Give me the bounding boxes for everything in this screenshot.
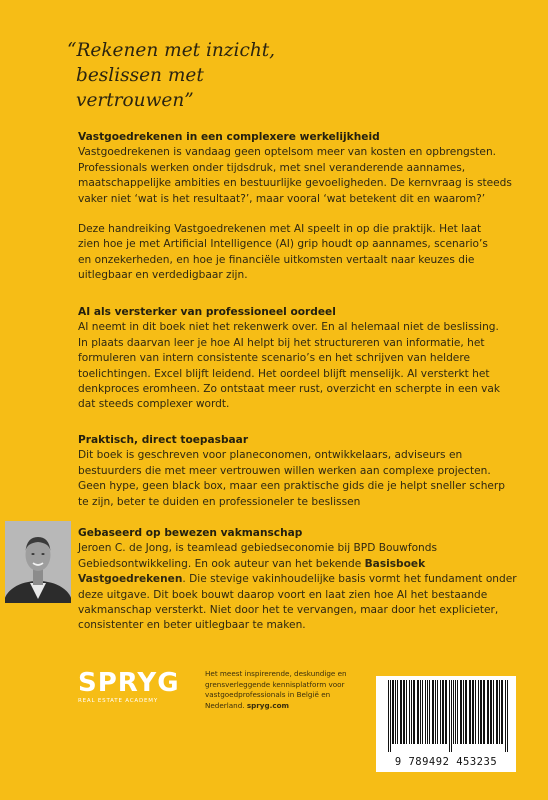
paragraph <box>78 541 517 633</box>
text-line: Jeroen C. de Jong, is teamlead gebiedseconomie bij BPD Bouwfonds <box>78 542 438 555</box>
quote-line: beslissen met <box>76 65 204 86</box>
text-fragment: Gebiedsontwikkeling. En ook auteur van het bekende <box>78 557 362 570</box>
paragraph <box>78 448 506 510</box>
text-fragment: Nederland. <box>205 700 247 710</box>
paragraph <box>78 145 512 207</box>
text-line: Professionals werken onder tijdsdruk, met snel veranderende aannames, <box>78 161 466 174</box>
quote-line: “Rekenen met inzicht, <box>67 40 276 61</box>
text-line: vaker niet ‘wat is het resultaat?’, maar vooral ‘wat betekent dit en waarom?’ <box>78 192 486 205</box>
section-heading: Praktisch, direct toepasbaar <box>78 434 249 446</box>
quote-line: vertrouwen” <box>76 90 194 111</box>
text-line: dat steeds complexer wordt. <box>78 398 230 411</box>
logo-wordmark: SPRYG <box>78 668 180 698</box>
barcode-bars <box>376 680 516 760</box>
section-context <box>78 130 512 284</box>
text-line: Vastgoedrekenen is vandaag geen optelsom meer van kosten en opbrengsten. <box>78 146 497 159</box>
section-author <box>78 526 517 634</box>
text-line: te zijn, beter te duiden en professioneler te beslissen <box>78 495 361 508</box>
text-line: consistenter en beter uitlegbaar te maken. <box>78 619 306 632</box>
text-line <box>205 701 365 712</box>
text-line: Deze handreiking Vastgoedrekenen met AI speelt in op die praktijk. Het laat <box>78 223 482 236</box>
text-line: formuleren van intern consistente scenario’s en het schrijven van heldere <box>78 352 470 365</box>
text-line: Dit boek is geschreven voor planeconomen, ontwikkelaars, adviseurs en <box>78 449 463 462</box>
text-line: denkproces eromheen. Zo ontstaat meer rust, overzicht en scherpte in een vak <box>78 383 500 396</box>
publisher-link[interactable]: spryg.com <box>246 700 290 710</box>
text-line: AI neemt in dit boek niet het rekenwerk over. En al helemaal niet de beslissing. <box>78 321 499 334</box>
text-line <box>78 572 517 587</box>
text-fragment: . Die stevige vakinhoudelijke basis vormt het fundament onder <box>182 573 517 586</box>
section-practical <box>78 433 506 510</box>
publisher-description <box>205 669 365 711</box>
text-line: toelichtingen. Excel blijft leidend. Het oordeel blijft menselijk. AI versterkt het <box>78 367 490 380</box>
text-line: vastgoedprofessionals in België en <box>205 690 331 700</box>
section-heading: Gebaseerd op bewezen vakmanschap <box>78 527 303 539</box>
spryg-logo <box>78 669 178 717</box>
book-title-bold: Basisboek <box>364 557 426 570</box>
section-heading: Vastgoedrekenen in een complexere werkelijkheid <box>78 131 380 143</box>
text-line <box>78 557 468 572</box>
paragraph <box>78 222 488 284</box>
text-line: bestuurders die met meer vertrouwen willen werken aan complexe projecten. <box>78 464 491 477</box>
section-ai <box>78 305 500 413</box>
text-line: deze uitgave. Dit boek bouwt daarop voort en laat zien hoe AI het bestaande <box>78 588 488 601</box>
text-line: Geen hype, geen black box, maar een praktische gids die je helpt sneller scherp <box>78 480 506 493</box>
text-line: Het meest inspirerende, deskundige en <box>205 669 347 678</box>
text-line: maatschappelijke ambities en bestuurlijke gevoeligheden. De kernvraag is steeds <box>78 177 512 190</box>
text-line: In plaats daarvan leer je hoe AI helpt bij het structureren van informatie, het <box>78 336 485 349</box>
author-portrait-image <box>5 521 71 603</box>
section-heading: AI als versterker van professioneel oordeel <box>78 306 336 318</box>
barcode-digits: 9 789492 453235 <box>394 756 498 768</box>
text-line: uitlegbaar en verdedigbaar zijn. <box>78 269 248 282</box>
paragraph <box>78 320 500 412</box>
logo-subtitle: REAL ESTATE ACADEMY <box>78 698 158 704</box>
text-line: zien hoe je met Artificial Intelligence (AI) grip houdt op aannames, scenario’s <box>78 238 488 251</box>
isbn-barcode <box>376 676 516 772</box>
book-title-bold: Vastgoedrekenen <box>78 573 183 586</box>
author-photo <box>5 521 71 603</box>
text-line: grensverleggende kennisplatform voor <box>205 679 345 689</box>
cover-quote <box>67 38 367 113</box>
text-line: vakmanschap versterkt. Niet door het te vervangen, maar door het explicieter, <box>78 604 499 617</box>
text-line: en onzekerheden, en hoe je financiële uitkomsten vertaalt naar keuzes die <box>78 253 475 266</box>
